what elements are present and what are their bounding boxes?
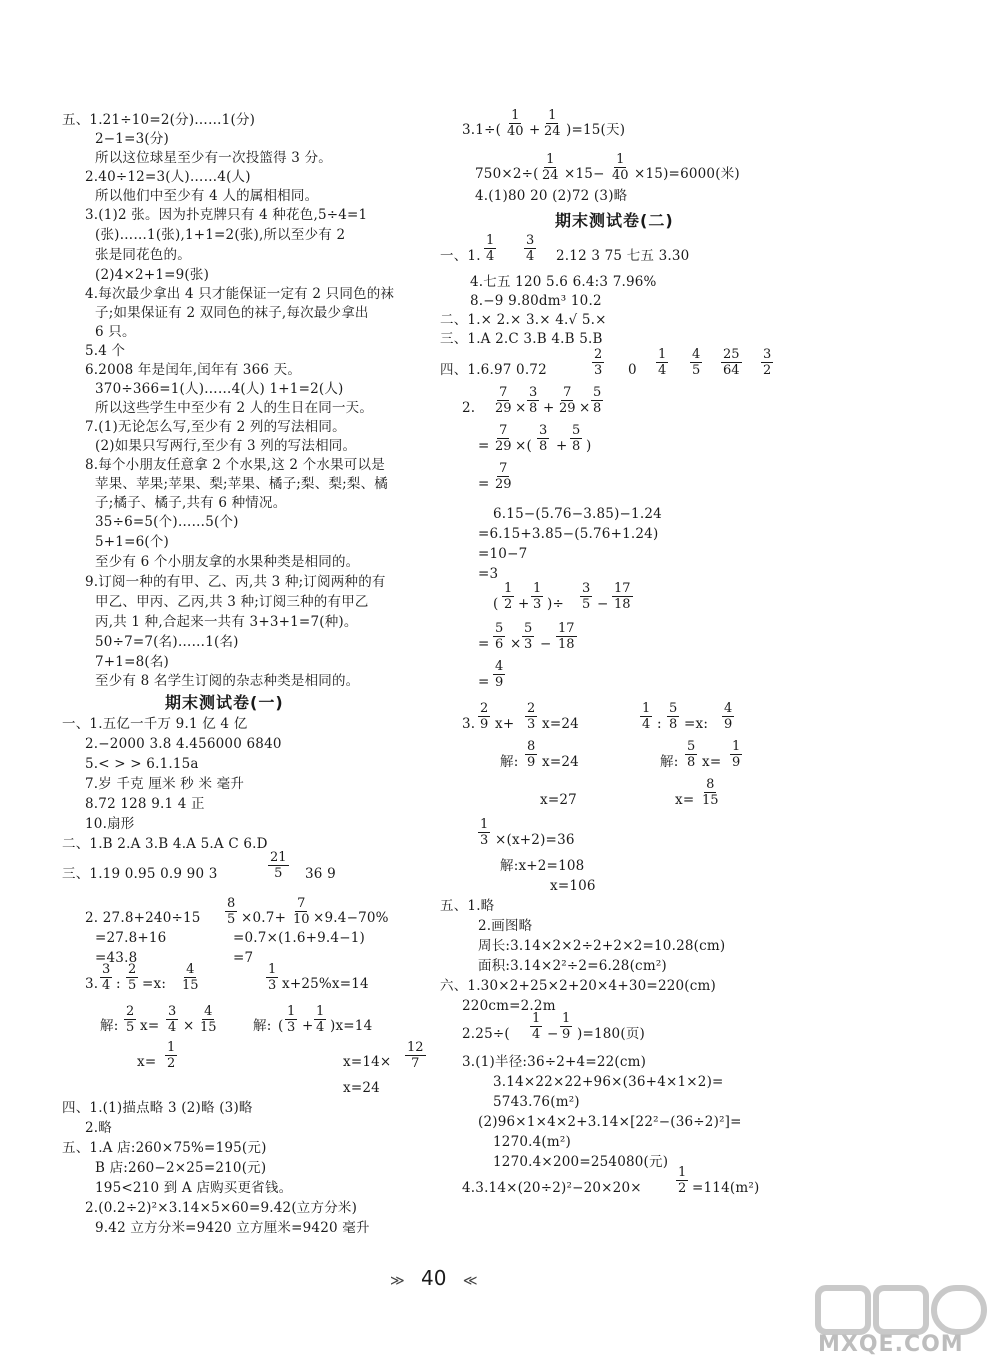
fraction: $\frac{2}{9}$	[480, 701, 489, 732]
fraction: $\frac{4}{9}$	[724, 701, 733, 732]
fraction: $\frac{5}{8}$	[687, 739, 696, 770]
text-line: 4.七五 120 5.6 6.4:3 7.96%	[470, 274, 657, 290]
fraction: $\frac{2}{5}$	[126, 1004, 135, 1035]
fraction: $\frac{4}{15}$	[182, 962, 199, 993]
text-line: 六、1.30×2+25×2+20×4+30=220(cm)	[440, 978, 717, 994]
fraction: $\frac{7}{29}$	[495, 461, 512, 492]
text-line: 2.略	[85, 1120, 112, 1136]
text-line: 5.4 个	[85, 343, 126, 359]
text-line: =0.7×(1.6+9.4−1)	[233, 930, 365, 946]
text-line: 2.(0.2÷2)²×3.14×5×60=9.42(立方分米)	[85, 1200, 358, 1216]
fraction: $\frac{8}{9}$	[527, 739, 536, 770]
text-line: 苹果、苹果;苹果、梨;苹果、橘子;梨、梨;梨、橘	[95, 476, 388, 492]
page-number-value: 40	[421, 1266, 447, 1290]
text-line: 一、1.	[440, 248, 481, 264]
text-line: 9.订阅一种的有甲、乙、丙,共 3 种;订阅两种的有	[85, 574, 386, 590]
text-line: =114(m²)	[692, 1180, 760, 1196]
text-line: 3.(1)半径:36÷2+4=22(cm)	[462, 1054, 647, 1070]
text-line: 甲乙、甲丙、乙丙,共 3 种;订阅三种的有甲乙	[95, 594, 369, 610]
text-line: x=	[702, 754, 722, 770]
fraction: $\frac{1}{40}$	[612, 152, 629, 183]
text-line: )=180(页)	[577, 1026, 645, 1042]
text-line: ×	[183, 1018, 195, 1034]
text-line: 195<210 到 A 店购买更省钱。	[95, 1180, 293, 1196]
text-line: 0	[628, 362, 637, 378]
fraction: $\frac{1}{40}$	[507, 108, 524, 139]
fraction: $\frac{4}{15}$	[200, 1004, 217, 1035]
fraction: $\frac{1}{3}$	[268, 962, 277, 993]
text-line: 四、1.6.97 0.72	[440, 362, 547, 378]
text-line: −	[597, 596, 609, 612]
text-line: (2)如果只写两行,至少有 3 列的写法相同。	[95, 438, 357, 454]
fraction: $\frac{3}{8}$	[529, 385, 538, 416]
fraction: $\frac{1}{2}$	[678, 1165, 687, 1196]
text-line: x=	[140, 1018, 160, 1034]
text-line: −	[547, 1026, 559, 1042]
text-line: =x:	[684, 716, 709, 732]
text-line: ×9.4−70%	[313, 910, 389, 926]
text-line: =x:	[142, 976, 167, 992]
text-line: ×15−	[564, 166, 605, 182]
fraction: $\frac{5}{8}$	[572, 423, 581, 454]
fraction: $\frac{3}{4}$	[526, 233, 535, 264]
text-line: 2.画图略	[478, 918, 533, 934]
fraction: $\frac{4}{5}$	[692, 347, 701, 378]
fraction: $\frac{1}{24}$	[544, 108, 561, 139]
text-line: (2)96×1×4×2+3.14×[22²−(36÷2)²]=	[478, 1114, 742, 1130]
text-line: x=	[137, 1054, 157, 1070]
text-line: 10.扇形	[85, 816, 135, 832]
text-line: 2.12 3 75 七五 3.30	[556, 248, 690, 264]
text-line: 解:	[100, 1018, 119, 1034]
text-line: =6.15+3.85−(5.76+1.24)	[478, 526, 659, 542]
text-line: 二、1.× 2.× 3.× 4.√ 5.×	[440, 312, 607, 328]
fraction: $\frac{5}{3}$	[524, 621, 533, 652]
fraction: $\frac{3}{4}$	[102, 962, 111, 993]
fraction: $\frac{1}{4}$	[532, 1011, 541, 1042]
text-line: 1270.4×200=254080(元)	[493, 1154, 669, 1170]
text-line: 2.	[462, 400, 476, 416]
text-line: 220cm=2.2m	[462, 998, 556, 1014]
text-line: x=27	[540, 792, 577, 808]
fraction: $\frac{7}{10}$	[293, 896, 310, 927]
text-line: 8.每个小朋友任意拿 2 个水果,这 2 个水果可以是	[85, 457, 385, 473]
text-line: )	[586, 438, 592, 454]
section-title-exam-1: 期末测试卷(一)	[165, 693, 284, 712]
text-line: 所以他们中至少有 4 人的属相相同。	[95, 188, 319, 204]
text-line: 子;如果保证有 2 双同色的袜子,每次最少拿出	[95, 305, 369, 321]
text-line: 2. 27.8+240÷15	[85, 910, 201, 926]
fraction: $\frac{3}{8}$	[539, 423, 548, 454]
text-line: =	[478, 438, 490, 454]
fraction: $\frac{7}{29}$	[495, 385, 512, 416]
fraction: $\frac{4}{9}$	[495, 659, 504, 690]
fraction: $\frac{25}{64}$	[723, 347, 740, 378]
text-line: 6 只。	[95, 324, 136, 340]
text-line: (	[278, 1018, 284, 1034]
text-line: )x=14	[330, 1018, 373, 1034]
text-line: +	[556, 438, 568, 454]
text-line: 2.25÷(	[462, 1026, 510, 1042]
text-line: 五、1.A 店:260×75%=195(元)	[62, 1140, 267, 1156]
fraction: $\frac{2}{3}$	[594, 347, 603, 378]
text-line: +	[543, 400, 555, 416]
watermark-text: MXQE.COM	[818, 1332, 964, 1357]
text-line: :	[657, 716, 662, 732]
text-line: ×0.7+	[241, 910, 287, 926]
text-line: 1270.4(m²)	[493, 1134, 571, 1150]
text-line: 8.−9 9.80dm³ 10.2	[470, 293, 602, 309]
text-line: =10−7	[478, 546, 528, 562]
text-line: 子;橘子、橘子,共有 6 种情况。	[95, 495, 287, 511]
text-line: 9.42 立方分米=9420 立方厘米=9420 毫升	[95, 1220, 370, 1236]
text-line: (2)4×2+1=9(张)	[95, 267, 210, 283]
text-line: :	[116, 976, 121, 992]
fraction: $\frac{8}{5}$	[227, 896, 236, 927]
fraction: $\frac{1}{3}$	[533, 581, 542, 612]
text-line: 张是同花色的。	[95, 247, 191, 263]
text-line: x=14×	[343, 1054, 392, 1070]
text-line: 2.−2000 3.8 4.456000 6840	[85, 736, 282, 752]
fraction: $\frac{3}{2}$	[763, 347, 772, 378]
text-line: 解:x+2=108	[500, 858, 585, 874]
text-line: =	[478, 674, 490, 690]
text-line: =	[478, 476, 490, 492]
fraction: $\frac{1}{24}$	[542, 152, 559, 183]
text-line: ×	[515, 400, 527, 416]
fraction: $\frac{1}{3}$	[287, 1004, 296, 1035]
fraction: $\frac{1}{4}$	[316, 1004, 325, 1035]
text-line: −	[540, 636, 552, 652]
text-line: 所以这些学生中至少有 2 人的生日在同一天。	[95, 400, 374, 416]
text-line: 5+1=6(个)	[95, 534, 170, 550]
text-line: =43.8	[95, 950, 138, 966]
text-line: 7.岁 千克 厘米 秒 米 毫升	[85, 776, 245, 792]
fraction: $\frac{7}{29}$	[495, 423, 512, 454]
page-marker-left: ≫	[390, 1273, 405, 1289]
text-line: 解:	[660, 754, 679, 770]
text-line: 6.15−(5.76−3.85)−1.24	[493, 506, 662, 522]
text-line: =	[478, 636, 490, 652]
text-line: 4.3.14×(20÷2)²−20×20×	[462, 1180, 642, 1196]
text-line: x=24	[542, 754, 579, 770]
text-line: 7.(1)无论怎么写,至少有 2 列的写法相同。	[85, 419, 346, 435]
fraction: $\frac{17}{18}$	[614, 581, 631, 612]
text-line: 2.40÷12=3(人)……4(人)	[85, 169, 251, 185]
text-line: +	[529, 122, 541, 138]
text-line: x=24	[542, 716, 579, 732]
text-line: =7	[233, 950, 254, 966]
fraction: $\frac{3}{5}$	[582, 581, 591, 612]
text-line: +	[518, 596, 530, 612]
text-line: 36 9	[305, 866, 336, 882]
text-line: 3.14×22×22+96×(36+4×1×2)=	[493, 1074, 724, 1090]
text-line: 解:	[500, 754, 519, 770]
fraction: $\frac{2}{5}$	[128, 962, 137, 993]
text-line: 4.每次最少拿出 4 只才能保证一定有 2 只同色的袜	[85, 286, 395, 302]
text-line: 3.(1)2 张。因为扑克牌只有 4 种花色,5÷4=1	[85, 207, 368, 223]
text-line: x=24	[343, 1080, 380, 1096]
text-line: =27.8+16	[95, 930, 167, 946]
fraction: $\frac{3}{4}$	[168, 1004, 177, 1035]
fraction: $\frac{5}{8}$	[669, 701, 678, 732]
text-line: 解:	[253, 1018, 272, 1034]
text-line: 3.	[462, 716, 476, 732]
text-line: ×15)=6000(米)	[634, 166, 740, 182]
text-line: (张)……1(张),1+1=2(张),所以至少有 2	[95, 227, 346, 243]
text-line: 50÷7=7(名)……1(名)	[95, 634, 239, 650]
page-number	[390, 1266, 477, 1290]
text-line: 2−1=3(分)	[95, 131, 170, 147]
text-line: 二、1.B 2.A 3.B 4.A 5.A C 6.D	[62, 836, 268, 852]
fraction: $\frac{1}{4}$	[486, 233, 495, 264]
text-line: ×	[579, 400, 591, 416]
text-line: 3.	[85, 976, 99, 992]
text-line: B 店:260−2×25=210(元)	[95, 1160, 267, 1176]
fraction: $\frac{1}{2}$	[167, 1040, 176, 1071]
fraction: $\frac{17}{18}$	[558, 621, 575, 652]
fraction: $\frac{1}{9}$	[562, 1011, 571, 1042]
text-line: (	[493, 596, 499, 612]
text-line: 4.(1)80 20 (2)72 (3)略	[475, 188, 628, 204]
text-line: 3.1÷(	[462, 122, 502, 138]
text-line: 7+1=8(名)	[95, 654, 170, 670]
fraction: $\frac{21}{5}$	[270, 850, 287, 881]
text-line: 五、1.略	[440, 898, 495, 914]
text-line: 至少有 6 个小朋友拿的水果种类是相同的。	[95, 554, 360, 570]
fraction: $\frac{1}{3}$	[480, 817, 489, 848]
text-line: 丙,共 1 种,合起来一共有 3+3+1=7(种)。	[95, 614, 358, 630]
text-line: 5743.76(m²)	[493, 1094, 580, 1110]
text-line: ×(	[515, 438, 532, 454]
page-marker-right: ≪	[462, 1273, 478, 1289]
text-line: 8.72 128 9.1 4 正	[85, 796, 205, 812]
text-line: 5.< > > 6.1.15a	[85, 756, 199, 772]
fraction: $\frac{8}{15}$	[702, 777, 719, 808]
fraction: $\frac{1}{9}$	[732, 739, 741, 770]
fraction: $\frac{5}{6}$	[495, 621, 504, 652]
text-line: 三、1.19 0.95 0.9 90 3	[62, 866, 218, 882]
fraction: $\frac{2}{3}$	[527, 701, 536, 732]
fraction: $\frac{7}{29}$	[559, 385, 576, 416]
text-line: =3	[478, 566, 499, 582]
fraction: $\frac{1}{2}$	[504, 581, 513, 612]
section-title-exam-2: 期末测试卷(二)	[555, 211, 674, 230]
text-line: x=	[675, 792, 695, 808]
text-line: x+25%x=14	[282, 976, 369, 992]
text-line: )÷	[547, 596, 564, 612]
fraction: $\frac{12}{7}$	[407, 1040, 424, 1071]
text-line: 750×2÷(	[475, 166, 539, 182]
text-line: 6.2008 年是闰年,闰年有 366 天。	[85, 362, 302, 378]
text-line: 周长:3.14×2×2÷2+2×2=10.28(cm)	[478, 938, 726, 954]
fraction: $\frac{1}{4}$	[658, 347, 667, 378]
fraction: $\frac{1}{4}$	[642, 701, 651, 732]
fraction: $\frac{5}{8}$	[593, 385, 602, 416]
text-line: x+	[495, 716, 515, 732]
text-line: x=106	[550, 878, 596, 894]
text-line: 面积:3.14×2²÷2=6.28(cm²)	[478, 958, 667, 974]
text-line: 一、1.五亿一千万 9.1 亿 4 亿	[62, 716, 248, 732]
text-line: )=15(天)	[566, 122, 626, 138]
text-line: 三、1.A 2.C 3.B 4.B 5.B	[440, 331, 603, 347]
text-line: +	[302, 1018, 314, 1034]
text-line: ×	[510, 636, 522, 652]
text-line: ×(x+2)=36	[495, 832, 575, 848]
text-line: 35÷6=5(个)……5(个)	[95, 514, 239, 530]
text-line: 四、1.(1)描点略 3 (2)略 (3)略	[62, 1100, 253, 1116]
text-line: 五、1.21÷10=2(分)……1(分)	[62, 112, 256, 128]
text-line: 至少有 8 名学生订阅的杂志种类是相同的。	[95, 673, 360, 689]
text-line: 370÷366=1(人)……4(人) 1+1=2(人)	[95, 381, 344, 397]
text-line: 所以这位球星至少有一次投篮得 3 分。	[95, 150, 332, 166]
